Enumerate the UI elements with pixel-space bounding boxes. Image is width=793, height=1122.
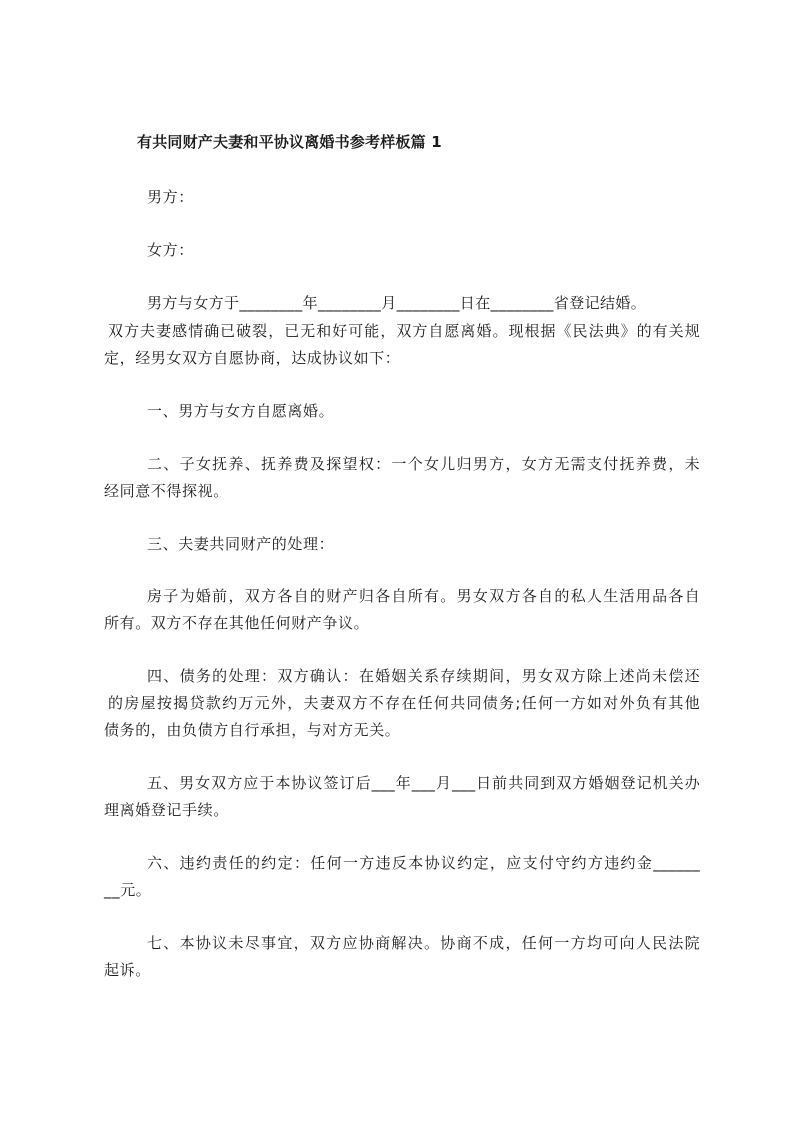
preamble-line-2: 双方夫妻感情确已破裂，已无和好可能，双方自愿离婚。现根据《民法典》的有关规 bbox=[108, 322, 700, 340]
property-line-2: 所有。双方不存在其他任何财产争议。 bbox=[104, 614, 370, 632]
clause-6-line-2: __元。 bbox=[104, 881, 152, 899]
property-line-1: 房子为婚前，双方各自的财产归各自所有。男女双方各自的私人生活用品各自 bbox=[147, 587, 700, 605]
husband-label: 男方： bbox=[147, 188, 194, 206]
document-title: 有共同财产夫妻和平协议离婚书参考样板篇 1 bbox=[137, 133, 442, 151]
clause-3: 三、夫妻共同财产的处理： bbox=[147, 535, 335, 553]
preamble-line-1: 男方与女方于________年________月________日在________省登记结婚。 bbox=[147, 294, 647, 312]
clause-2-line-2: 经同意不得探视。 bbox=[104, 482, 229, 500]
clause-5-line-1: 五、男女双方应于本协议签订后___年___月___日前共同到双方婚姻登记机关办 bbox=[147, 774, 700, 792]
preamble-line-3: 定，经男女双方自愿协商，达成协议如下： bbox=[104, 349, 401, 367]
clause-5-line-2: 理离婚登记手续。 bbox=[104, 801, 229, 819]
clause-7-line-1: 七、本协议未尽事宜，双方应协商解决。协商不成，任何一方均可向人民法院 bbox=[147, 934, 700, 952]
clause-6-line-1: 六、违约责任的约定：任何一方违反本协议约定，应支付守约方违约金______ bbox=[147, 854, 700, 872]
clause-4-line-1: 四、债务的处理：双方确认：在婚姻关系存续期间，男女双方除上述尚未偿还 bbox=[147, 667, 700, 685]
wife-label: 女方： bbox=[147, 241, 194, 259]
clause-4-line-3: 债务的，由负债方自行承担，与对方无关。 bbox=[104, 721, 401, 739]
clause-2-line-1: 二、子女抚养、抚养费及探望权：一个女儿归男方，女方无需支付抚养费，未 bbox=[147, 455, 700, 473]
clause-4-line-2: 的房屋按揭贷款约万元外，夫妻双方不存在任何共同债务;任何一方如对外负有其他 bbox=[108, 694, 700, 712]
clause-7-line-2: 起诉。 bbox=[104, 961, 151, 979]
clause-1: 一、男方与女方自愿离婚。 bbox=[147, 402, 335, 420]
